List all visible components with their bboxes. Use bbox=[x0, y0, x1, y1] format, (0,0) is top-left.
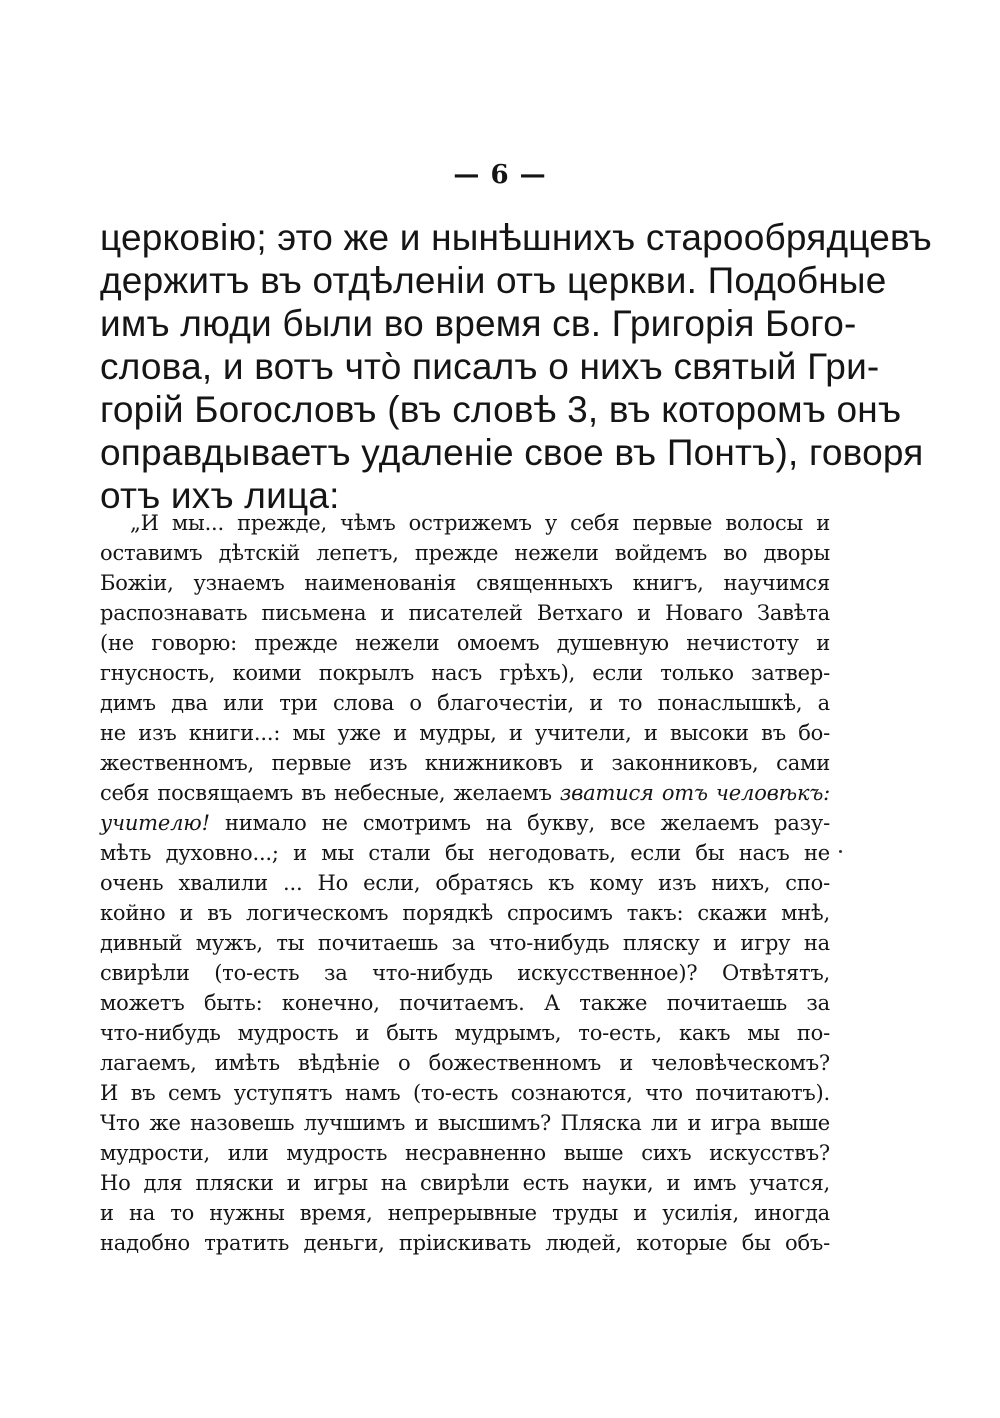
quote-text: нимало не смотримъ на букву, все желаемъ разу- bbox=[224, 811, 830, 835]
quote-line: Божіи, узнаемъ наименованія священныхъ книгъ, научимся bbox=[100, 571, 830, 595]
quote-line: дивный мужъ, ты почитаешь за что-нибудь пляску и игру на bbox=[100, 931, 830, 955]
quote-line: жественномъ, первые изъ книжниковъ и законниковъ, сами bbox=[100, 751, 830, 775]
quote-text: себя посвящаемъ въ небесные, желаемъ bbox=[100, 781, 552, 805]
quote-italic-text: учителю! bbox=[100, 811, 210, 835]
quote-line: можетъ быть: конечно, почитаемъ. А также почитаешь за bbox=[100, 991, 830, 1015]
main-text-line: церковію; это же и нынѣшнихъ старообрядцевъ bbox=[100, 217, 932, 258]
main-text-line: имъ люди были во время св. Григорія Бого- bbox=[100, 303, 857, 344]
quote-line: лагаемъ, имѣть вѣдѣніе о божественномъ и человѣческомъ? bbox=[100, 1051, 830, 1075]
quote-line: надобно тратить деньги, пріискивать людей, которые бы объ- bbox=[100, 1231, 830, 1255]
page-number: — 6 — bbox=[453, 160, 547, 190]
main-paragraph bbox=[100, 216, 932, 517]
quote-line: димъ два или три слова о благочестіи, и то понаслышкѣ, а bbox=[100, 691, 830, 715]
quote-line: мудрости, или мудрость несравненно выше сихъ искусствъ? bbox=[100, 1141, 830, 1165]
main-text-line: держитъ въ отдѣленіи отъ церкви. Подобные bbox=[100, 260, 887, 301]
quote-line: и на то нужны время, непрерывные труды и усилія, иногда bbox=[100, 1201, 830, 1225]
quote-line bbox=[100, 808, 830, 838]
quote-line: гнусность, коими покрылъ насъ грѣхъ), если только затвер- bbox=[100, 661, 830, 685]
quote-line: оставимъ дѣтскій лепетъ, прежде нежели войдемъ во дворы bbox=[100, 541, 830, 565]
quote-line: Что же назовешь лучшимъ и высшимъ? Пляска ли и игра выше bbox=[100, 1111, 830, 1135]
quote-line: свирѣли (то-есть за что-нибудь искусственное)? Отвѣтятъ, bbox=[100, 961, 830, 985]
quote-line: „И мы... прежде, чѣмъ острижемъ у себя первые волосы и bbox=[130, 511, 830, 535]
quote-line: что-нибудь мудрость и быть мудрымъ, то-есть, какъ мы по- bbox=[100, 1021, 830, 1045]
main-text-line: оправдываетъ удаленіе свое въ Понтъ), говоря bbox=[100, 432, 924, 473]
quote-italic-text: зватися отъ человѣкъ: bbox=[559, 781, 830, 805]
print-speck bbox=[839, 850, 842, 853]
quote-line: мѣть духовно...; и мы стали бы негодовать, если бы насъ не bbox=[100, 841, 830, 865]
quotation-block bbox=[100, 508, 830, 1258]
quote-line: койно и въ логическомъ порядкѣ спросимъ такъ: скажи мнѣ, bbox=[100, 901, 830, 925]
main-text-line: отъ ихъ лица: bbox=[100, 475, 340, 516]
quote-line: Но для пляски и игры на свирѣли есть науки, и имъ учатся, bbox=[100, 1171, 830, 1195]
quote-line: распознавать письмена и писателей Ветхаго и Новаго Завѣта bbox=[100, 601, 830, 625]
main-text-line: горій Богословъ (въ словѣ 3, въ которомъ онъ bbox=[100, 389, 902, 430]
quote-line bbox=[100, 778, 830, 808]
quote-line: очень хвалили ... Но если, обратясь къ кому изъ нихъ, спо- bbox=[100, 871, 830, 895]
quote-line: не изъ книги...: мы уже и мудры, и учители, и высоки въ бо- bbox=[100, 721, 830, 745]
quote-line: И въ семъ уступятъ намъ (то-есть сознаются, что почитаютъ). bbox=[100, 1081, 830, 1105]
main-text-line: слова, и вотъ что̀ писалъ о нихъ святый Гри- bbox=[100, 346, 880, 387]
quote-line: (не говорю: прежде нежели омоемъ душевную нечистоту и bbox=[100, 631, 830, 655]
